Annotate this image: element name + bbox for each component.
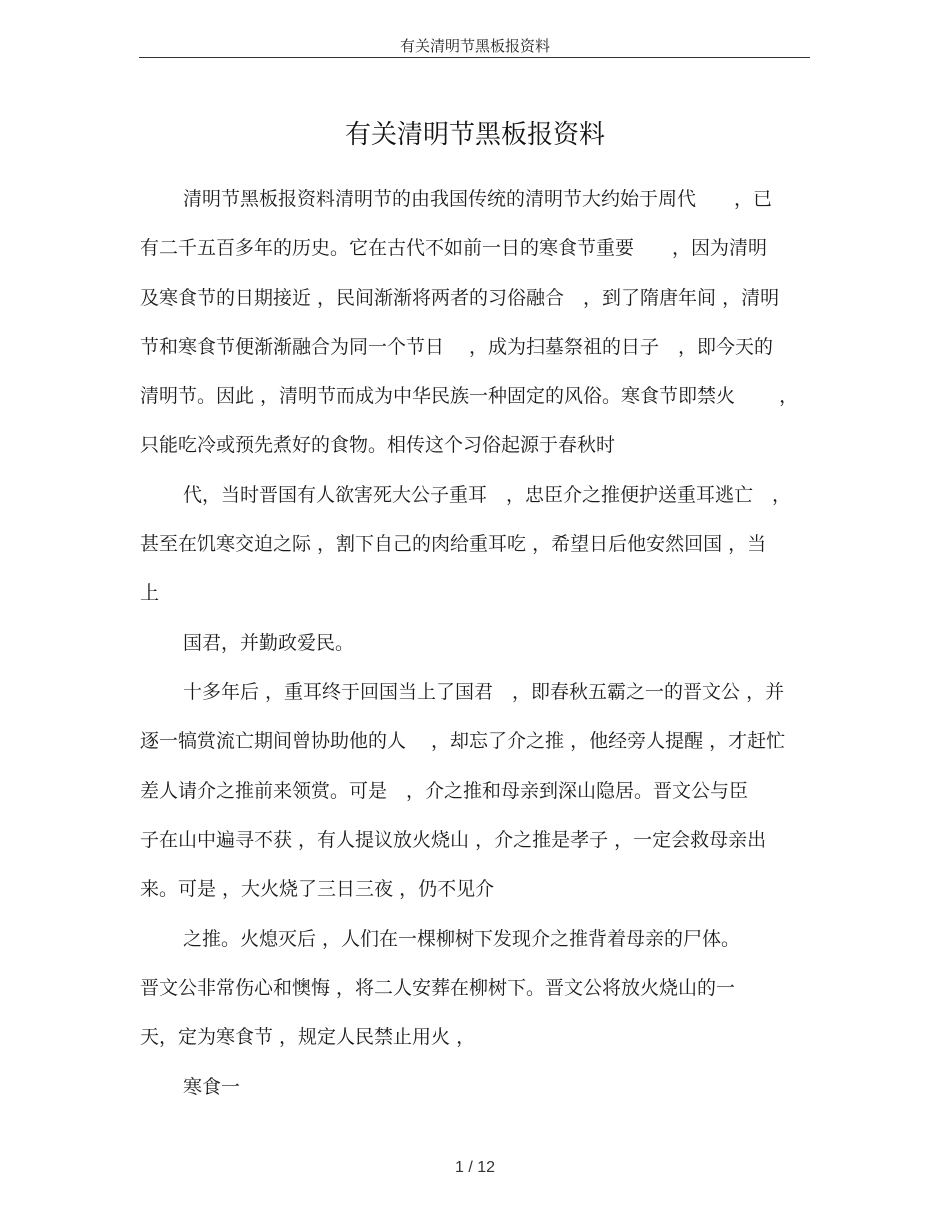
body-line: 来。可是 ，大火烧了三日三夜 ，仍不见介 <box>140 878 495 900</box>
body-line: 只能吃冷或预先煮好的食物。相传这个习俗起源于春秋时 <box>140 434 616 456</box>
body-line: 之推。火熄灭后 ，人们在一棵柳树下发现介之推背着母亲的尸体。 <box>183 928 741 950</box>
body-line: 有二千五百多年的历史。它在古代不如前一日的寒食节重要 ，因为清明 <box>140 237 768 259</box>
body-line: 甚至在饥寒交迫之际 ，割下自己的肉给重耳吃 ，希望日后他安然回国 ，当 <box>140 533 767 555</box>
body-line: 差人请介之推前来领赏。可是 ，介之推和母亲到深山隐居。晋文公与臣 <box>140 780 749 802</box>
running-header: 有关清明节黑板报资料 <box>399 37 550 55</box>
body-line: 子在山中遍寻不获 ，有人提议放火烧山 ，介之推是孝子 ，一定会救母亲出 <box>140 829 767 851</box>
body-line: 清明节。因此 ，清明节而成为中华民族一种固定的风俗。寒食节即禁火 ， <box>140 385 799 407</box>
body-line: 清明节黑板报资料清明节的由我国传统的清明节大约始于周代 ，已 <box>183 188 773 210</box>
body-line: 节和寒食节便渐渐融合为同一个节日 ，成为扫墓祭祖的日子 ，即今天的 <box>140 336 774 358</box>
document-title: 有关清明节黑板报资料 <box>344 120 605 150</box>
body-line: 逐一犒赏流亡期间曾协助他的人 ，却忘了介之推 ，他经旁人提醒 ，才赶忙 <box>140 730 786 752</box>
body-line: 天，定为寒食节 ，规定人民禁止用火 ， <box>140 1026 476 1048</box>
body-line: 上 <box>140 582 160 604</box>
body-line: 寒食一 <box>183 1076 241 1098</box>
page-number: 1 / 12 <box>454 1159 496 1176</box>
header-divider <box>139 57 810 58</box>
body-line: 及寒食节的日期接近 ，民间渐渐将两者的习俗融合 ，到了隋唐年间 ，清明 <box>140 287 780 309</box>
body-line: 晋文公非常伤心和懊悔 ，将二人安葬在柳树下。晋文公将放火烧山的一 <box>140 977 736 999</box>
body-line: 十多年后 ，重耳终于回国当上了国君 ，即春秋五霸之一的晋文公 ，并 <box>183 681 785 703</box>
body-line: 代，当时晋国有人欲害死大公子重耳 ，忠臣介之推便护送重耳逃亡 ， <box>183 484 792 506</box>
body-line: 国君，并勤政爱民。 <box>183 632 355 654</box>
